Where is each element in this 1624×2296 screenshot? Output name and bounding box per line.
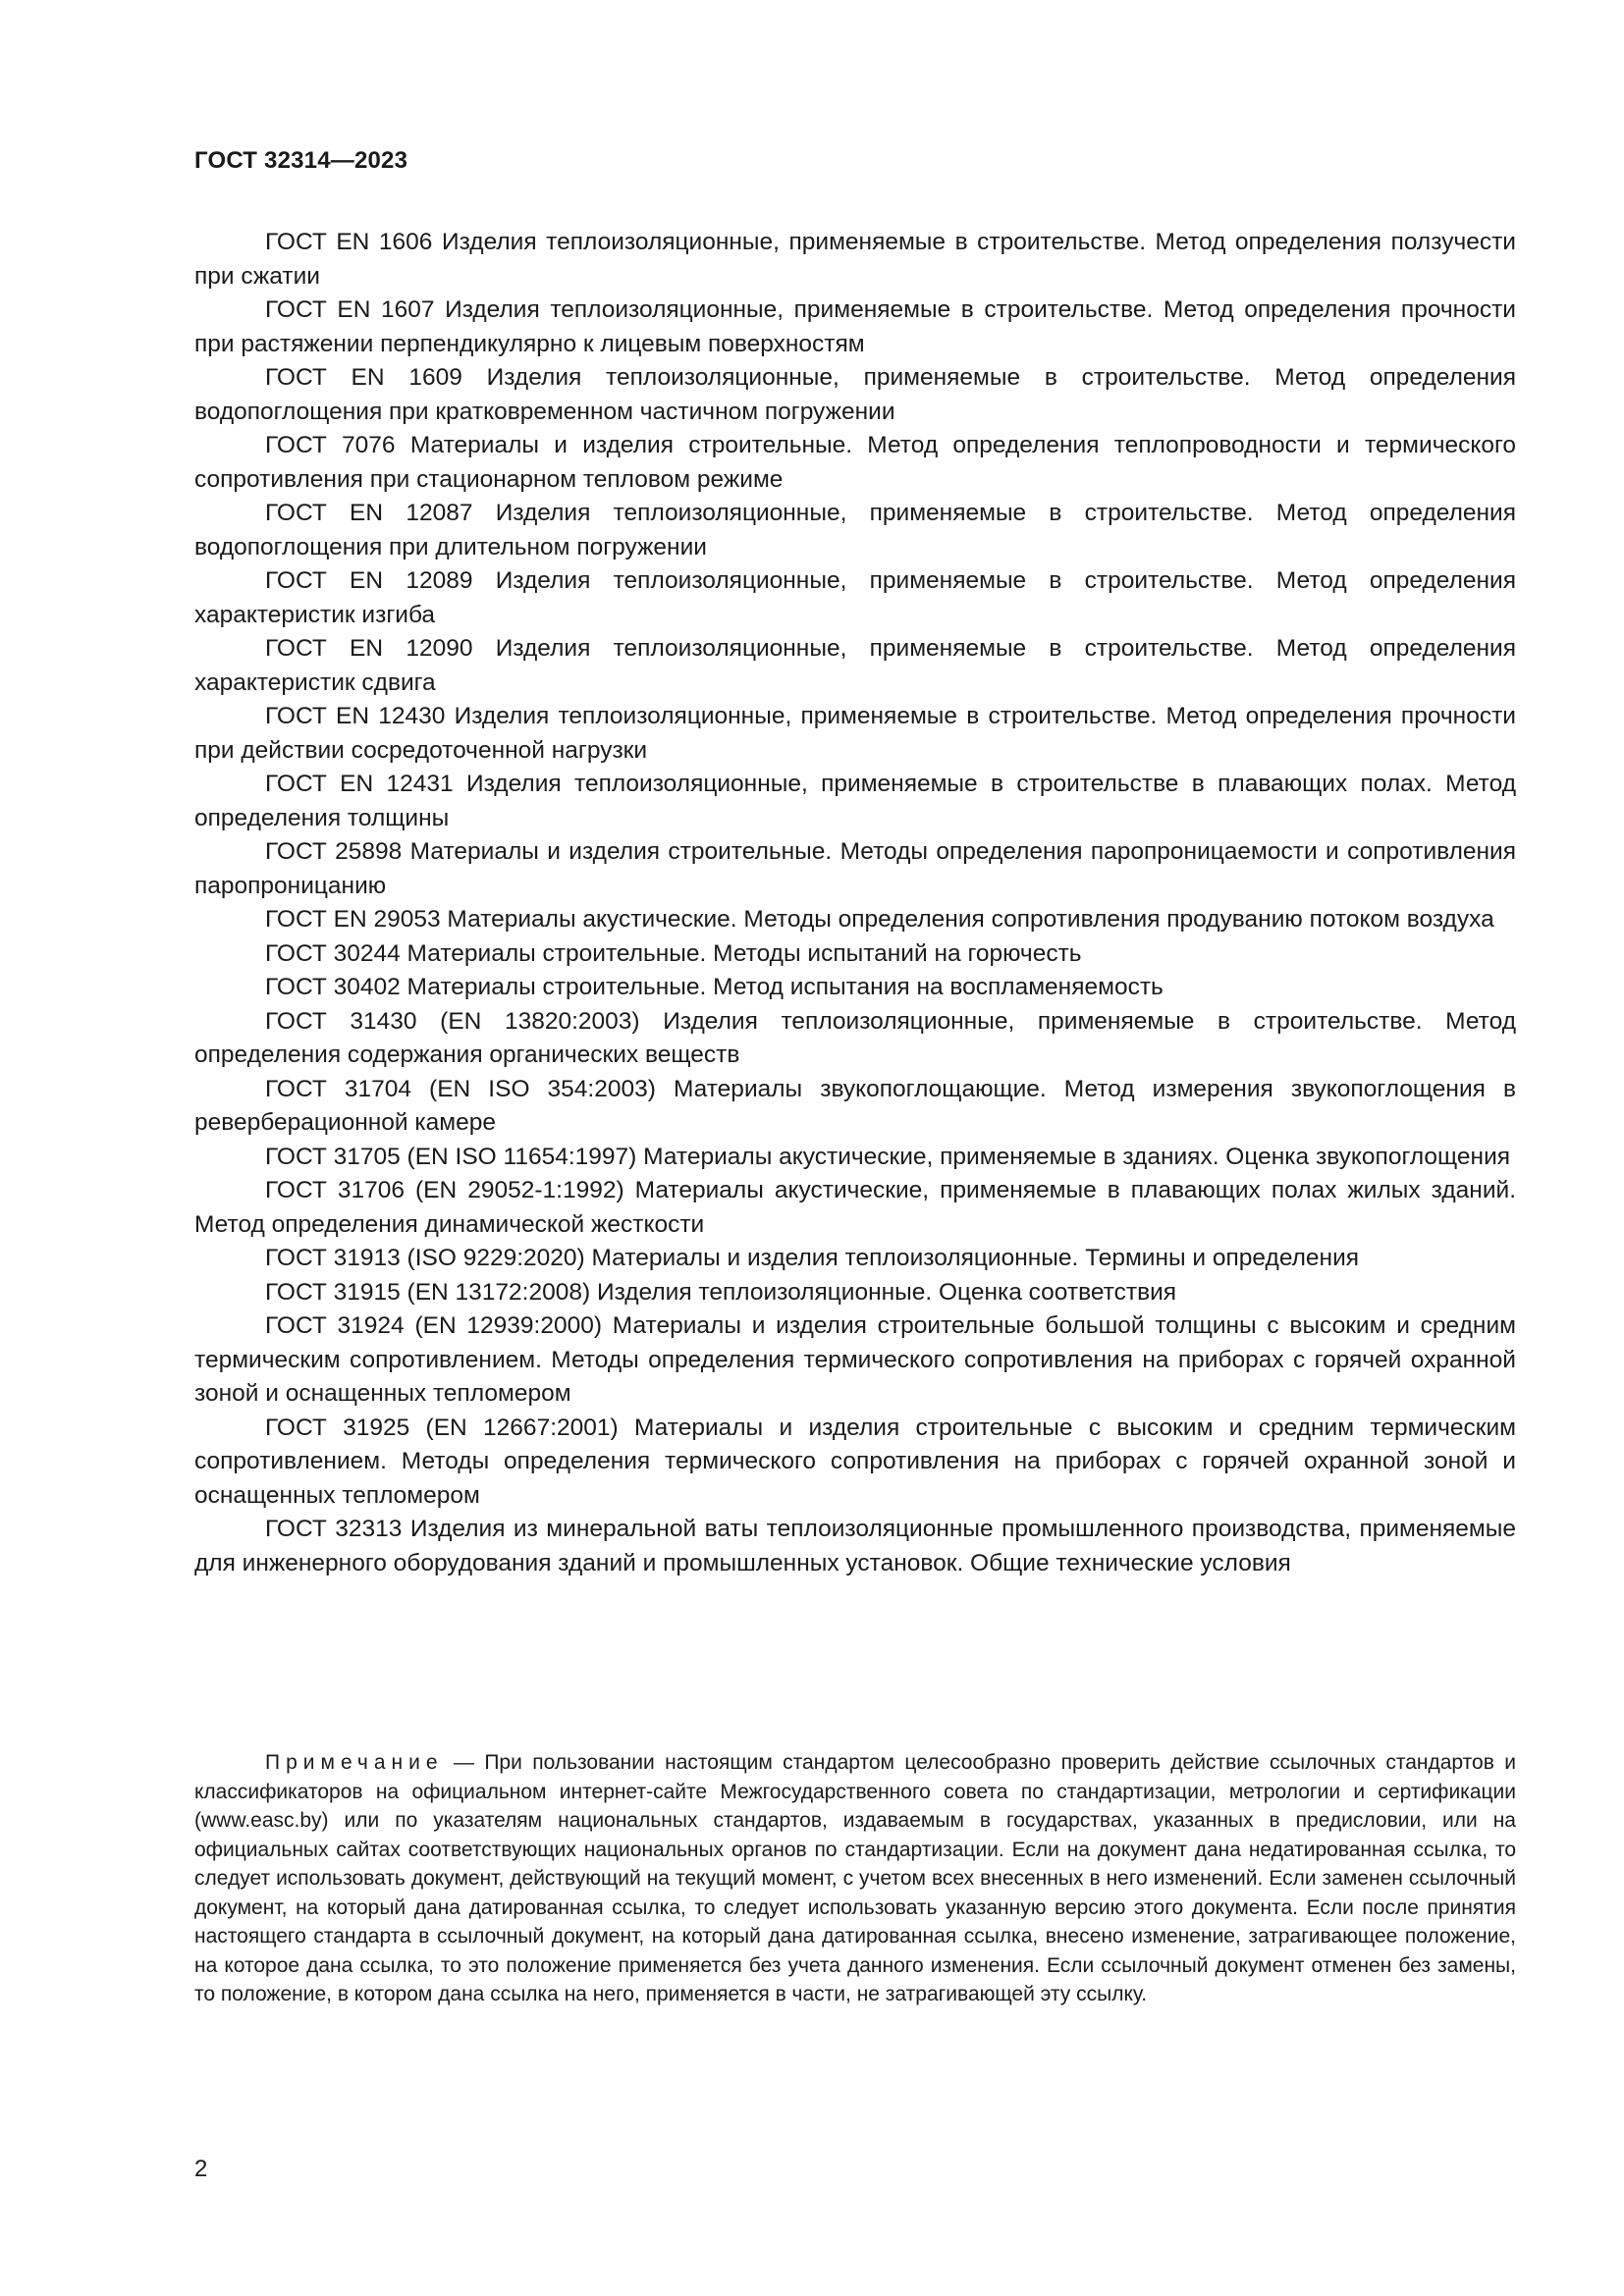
reference-item	[194, 1412, 1516, 1514]
reference-title: Изделия теплоизоляционные, применяемые в строительстве. Метод определения характеристик изгиба	[194, 567, 1516, 628]
reference-title: Изделия теплоизоляционные, применяемые в строительстве. Метод определения прочности при растяжении перпендикулярно к лицевым поверхностям	[194, 296, 1516, 357]
reference-code: ГОСТ EN 12430	[265, 703, 446, 729]
reference-code: ГОСТ EN 1606	[265, 229, 433, 255]
reference-item	[194, 564, 1516, 632]
reference-title: Материалы акустические, применяемые в плавающих полах жилых зданий. Метод определения динамической жесткости	[194, 1177, 1516, 1238]
reference-code: ГОСТ EN 1607	[265, 296, 435, 323]
reference-title: Изделия теплоизоляционные, применяемые в строительстве. Метод определения ползучести при сжатии	[194, 229, 1516, 290]
reference-code: ГОСТ 31913 (ISO 9229:2020)	[265, 1245, 585, 1271]
note-label: Примечание	[265, 1751, 444, 1774]
reference-title: Материалы строительные. Методы испытаний на горючесть	[406, 939, 1082, 967]
reference-code: ГОСТ 31706 (EN 29052-1:1992)	[265, 1177, 624, 1203]
reference-item	[194, 1073, 1516, 1141]
reference-code: ГОСТ 30244	[265, 939, 401, 967]
reference-item	[194, 1276, 1516, 1310]
reference-item	[194, 1242, 1516, 1276]
reference-title: Материалы и изделия строительные с высоким и средним термическим сопротивлением. Методы определения термического сопротивления на приборах с горячей охранной зоной и оснащенных тепломером	[194, 1414, 1516, 1509]
reference-code: ГОСТ EN 29053	[265, 906, 441, 933]
reference-title: Изделия теплоизоляционные, применяемые в строительстве. Метод определения характеристик сдвига	[194, 635, 1516, 696]
document-header: ГОСТ 32314—2023	[194, 147, 408, 174]
reference-code: ГОСТ 31925 (EN 12667:2001)	[265, 1414, 619, 1441]
reference-item	[194, 1174, 1516, 1242]
reference-item	[194, 1141, 1516, 1175]
reference-item	[194, 632, 1516, 700]
reference-title: Изделия теплоизоляционные. Оценка соответствия	[596, 1278, 1177, 1306]
reference-code: ГОСТ 25898	[265, 838, 403, 865]
note-text: — При пользовании настоящим стандартом целесообразно проверить действие ссылочных стандартов и классификаторов на официальном интернет-сайте Межгосударственного совета по стандартизации, метрологии и сертификации (www.easc.by) или по указателям национальных стандартов, издаваемым в государствах, указанных в предисловии, или на официальных сайтах соответствующих национальных органов по стандартизации. Если на документ дана недатированная ссылка, то следует использовать документ, действующий на текущий момент, с учетом всех внесенных в него изменений. Если заменен ссылочный документ, на который дана датированная ссылка, то следует использовать указанную версию этого документа. Если после принятия настоящего стандарта в ссылочный документ, на который дана датированная ссылка, внесено изменение, затрагивающее положение, на которое дана ссылка, то это положение применяется без учета данного изменения. Если ссылочный документ отменен без замены, то положение, в котором дана ссылка на него, применяется в части, не затрагивающей эту ссылку.	[194, 1751, 1516, 2005]
reference-item	[194, 497, 1516, 564]
reference-item	[194, 971, 1516, 1005]
reference-item	[194, 903, 1516, 937]
reference-code: ГОСТ EN 12431	[265, 771, 454, 797]
reference-title: Материалы и изделия строительные. Методы определения паропроницаемости и сопротивления паропроницанию	[194, 838, 1516, 899]
reference-item	[194, 700, 1516, 768]
reference-item	[194, 1005, 1516, 1073]
reference-code: ГОСТ EN 12089	[265, 567, 473, 594]
reference-code: ГОСТ 30402	[265, 974, 401, 1000]
reference-title: Материалы акустические. Методы определения сопротивления продуванию потоком воздуха	[447, 906, 1494, 933]
reference-title: Материалы звукопоглощающие. Метод измерения звукопоглощения в реверберационной камере	[194, 1075, 1516, 1136]
reference-code: ГОСТ EN 12090	[265, 635, 473, 662]
note-paragraph	[194, 1748, 1516, 2009]
reference-item	[194, 768, 1516, 835]
reference-code: ГОСТ EN 12087	[265, 500, 473, 526]
reference-item	[194, 429, 1516, 497]
reference-title: Изделия теплоизоляционные, применяемые в строительстве в плавающих полах. Метод определения толщины	[194, 771, 1516, 831]
reference-title: Материалы и изделия строительные. Метод определения теплопроводности и термического сопротивления при стационарном тепловом режиме	[194, 432, 1516, 493]
normative-references-list	[194, 226, 1516, 1580]
reference-title: Материалы и изделия строительные большой толщины с высоким и средним термическим сопротивлением. Методы определения термического сопротивления на приборах с горячей охранной зоной и оснащенных тепломером	[194, 1312, 1516, 1407]
page-number: 2	[194, 2156, 208, 2182]
reference-code: ГОСТ 31915 (EN 13172:2008)	[265, 1278, 591, 1306]
reference-title: Изделия из минеральной ваты теплоизоляционные промышленного производства, применяемые для инженерного оборудования зданий и промышленных установок. Общие технические условия	[194, 1516, 1517, 1576]
reference-item	[194, 835, 1516, 903]
reference-code: ГОСТ EN 1609	[265, 364, 462, 391]
reference-code: ГОСТ 32313	[265, 1516, 403, 1542]
reference-title: Изделия теплоизоляционные, применяемые в строительстве. Метод определения водопоглощения при длительном погружении	[194, 500, 1516, 561]
reference-code: ГОСТ 7076	[265, 432, 396, 458]
reference-item	[194, 1309, 1516, 1412]
reference-title: Изделия теплоизоляционные, применяемые в строительстве. Метод определения водопоглощения при кратковременном частичном погружении	[194, 364, 1516, 425]
reference-item	[194, 294, 1516, 361]
reference-title: Материалы акустические, применяемые в зданиях. Оценка звукопоглощения	[643, 1143, 1511, 1170]
reference-title: Материалы и изделия теплоизоляционные. Термины и определения	[591, 1245, 1360, 1271]
reference-item	[194, 226, 1516, 294]
reference-title: Изделия теплоизоляционные, применяемые в строительстве. Метод определения содержания органических веществ	[194, 1007, 1516, 1068]
reference-code: ГОСТ 31705 (EN ISO 11654:1997)	[265, 1143, 637, 1170]
reference-title: Материалы строительные. Метод испытания на воспламеняемость	[406, 974, 1164, 1000]
reference-code: ГОСТ 31430 (EN 13820:2003)	[265, 1007, 640, 1035]
reference-code: ГОСТ 31924 (EN 12939:2000)	[265, 1312, 603, 1339]
reference-item	[194, 937, 1516, 972]
reference-item	[194, 1513, 1516, 1580]
reference-title: Изделия теплоизоляционные, применяемые в строительстве. Метод определения прочности при действии сосредоточенной нагрузки	[194, 703, 1516, 764]
reference-code: ГОСТ 31704 (EN ISO 354:2003)	[265, 1075, 656, 1102]
reference-item	[194, 361, 1516, 429]
